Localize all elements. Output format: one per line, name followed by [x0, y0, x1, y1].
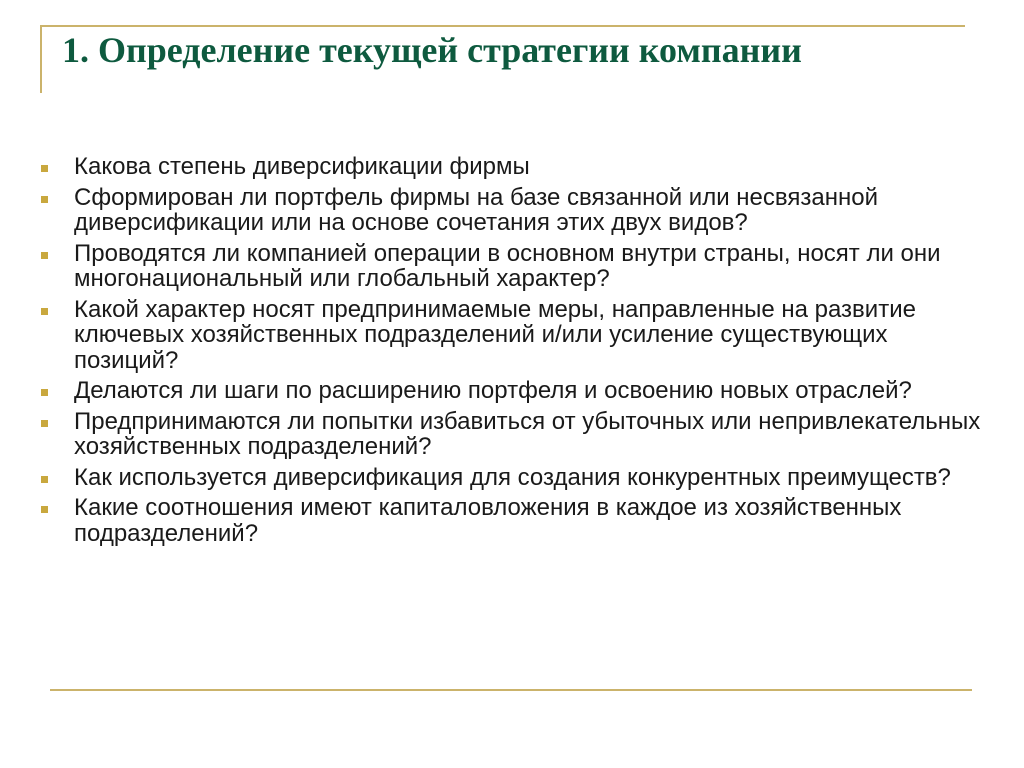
bullet-text: Предпринимаются ли попытки избавиться от убыточных или непривлекательных хозяйственных подразделений?: [74, 407, 981, 460]
slide-title: 1. Определение текущей стратегии компании: [62, 30, 802, 70]
square-bullet-icon: [41, 506, 48, 513]
square-bullet-icon: [41, 252, 48, 259]
bullet-item: [38, 409, 998, 460]
square-bullet-icon: [41, 476, 48, 483]
bullet-item: [38, 297, 998, 374]
bullet-item: [38, 465, 998, 491]
bullet-item: [38, 495, 998, 546]
bullet-list: [38, 154, 998, 551]
footer-divider: [50, 689, 972, 691]
bullet-text: Делаются ли шаги по расширению портфеля и освоению новых отраслей?: [74, 377, 912, 404]
bullet-text: Какова степень диверсификации фирмы: [74, 153, 530, 180]
bullet-text: Как используется диверсификация для создания конкурентных преимуществ?: [74, 463, 951, 491]
square-bullet-icon: [41, 165, 48, 172]
bullet-item: [38, 154, 998, 180]
square-bullet-icon: [41, 420, 48, 427]
square-bullet-icon: [41, 389, 48, 396]
bullet-text: Какие соотношения имеют капиталовложения в каждое из хозяйственных подразделений?: [74, 494, 902, 547]
square-bullet-icon: [41, 308, 48, 315]
title-frame-left-line: [40, 25, 42, 93]
bullet-item: [38, 378, 998, 404]
bullet-item: [38, 185, 998, 236]
bullet-item: [38, 241, 998, 292]
bullet-text: Проводятся ли компанией операции в основном внутри страны, носят ли они многонациональный или глобальный характер?: [74, 239, 941, 292]
bullet-text: Какой характер носят предпринимаемые меры, направленные на развитие ключевых хозяйственных подразделений и/или усиление существующих позиций?: [74, 295, 916, 374]
square-bullet-icon: [41, 196, 48, 203]
title-frame-top-line: [40, 25, 965, 27]
bullet-text: Сформирован ли портфель фирмы на базе связанной или несвязанной диверсификации или на основе сочетания этих двух видов?: [74, 183, 878, 236]
